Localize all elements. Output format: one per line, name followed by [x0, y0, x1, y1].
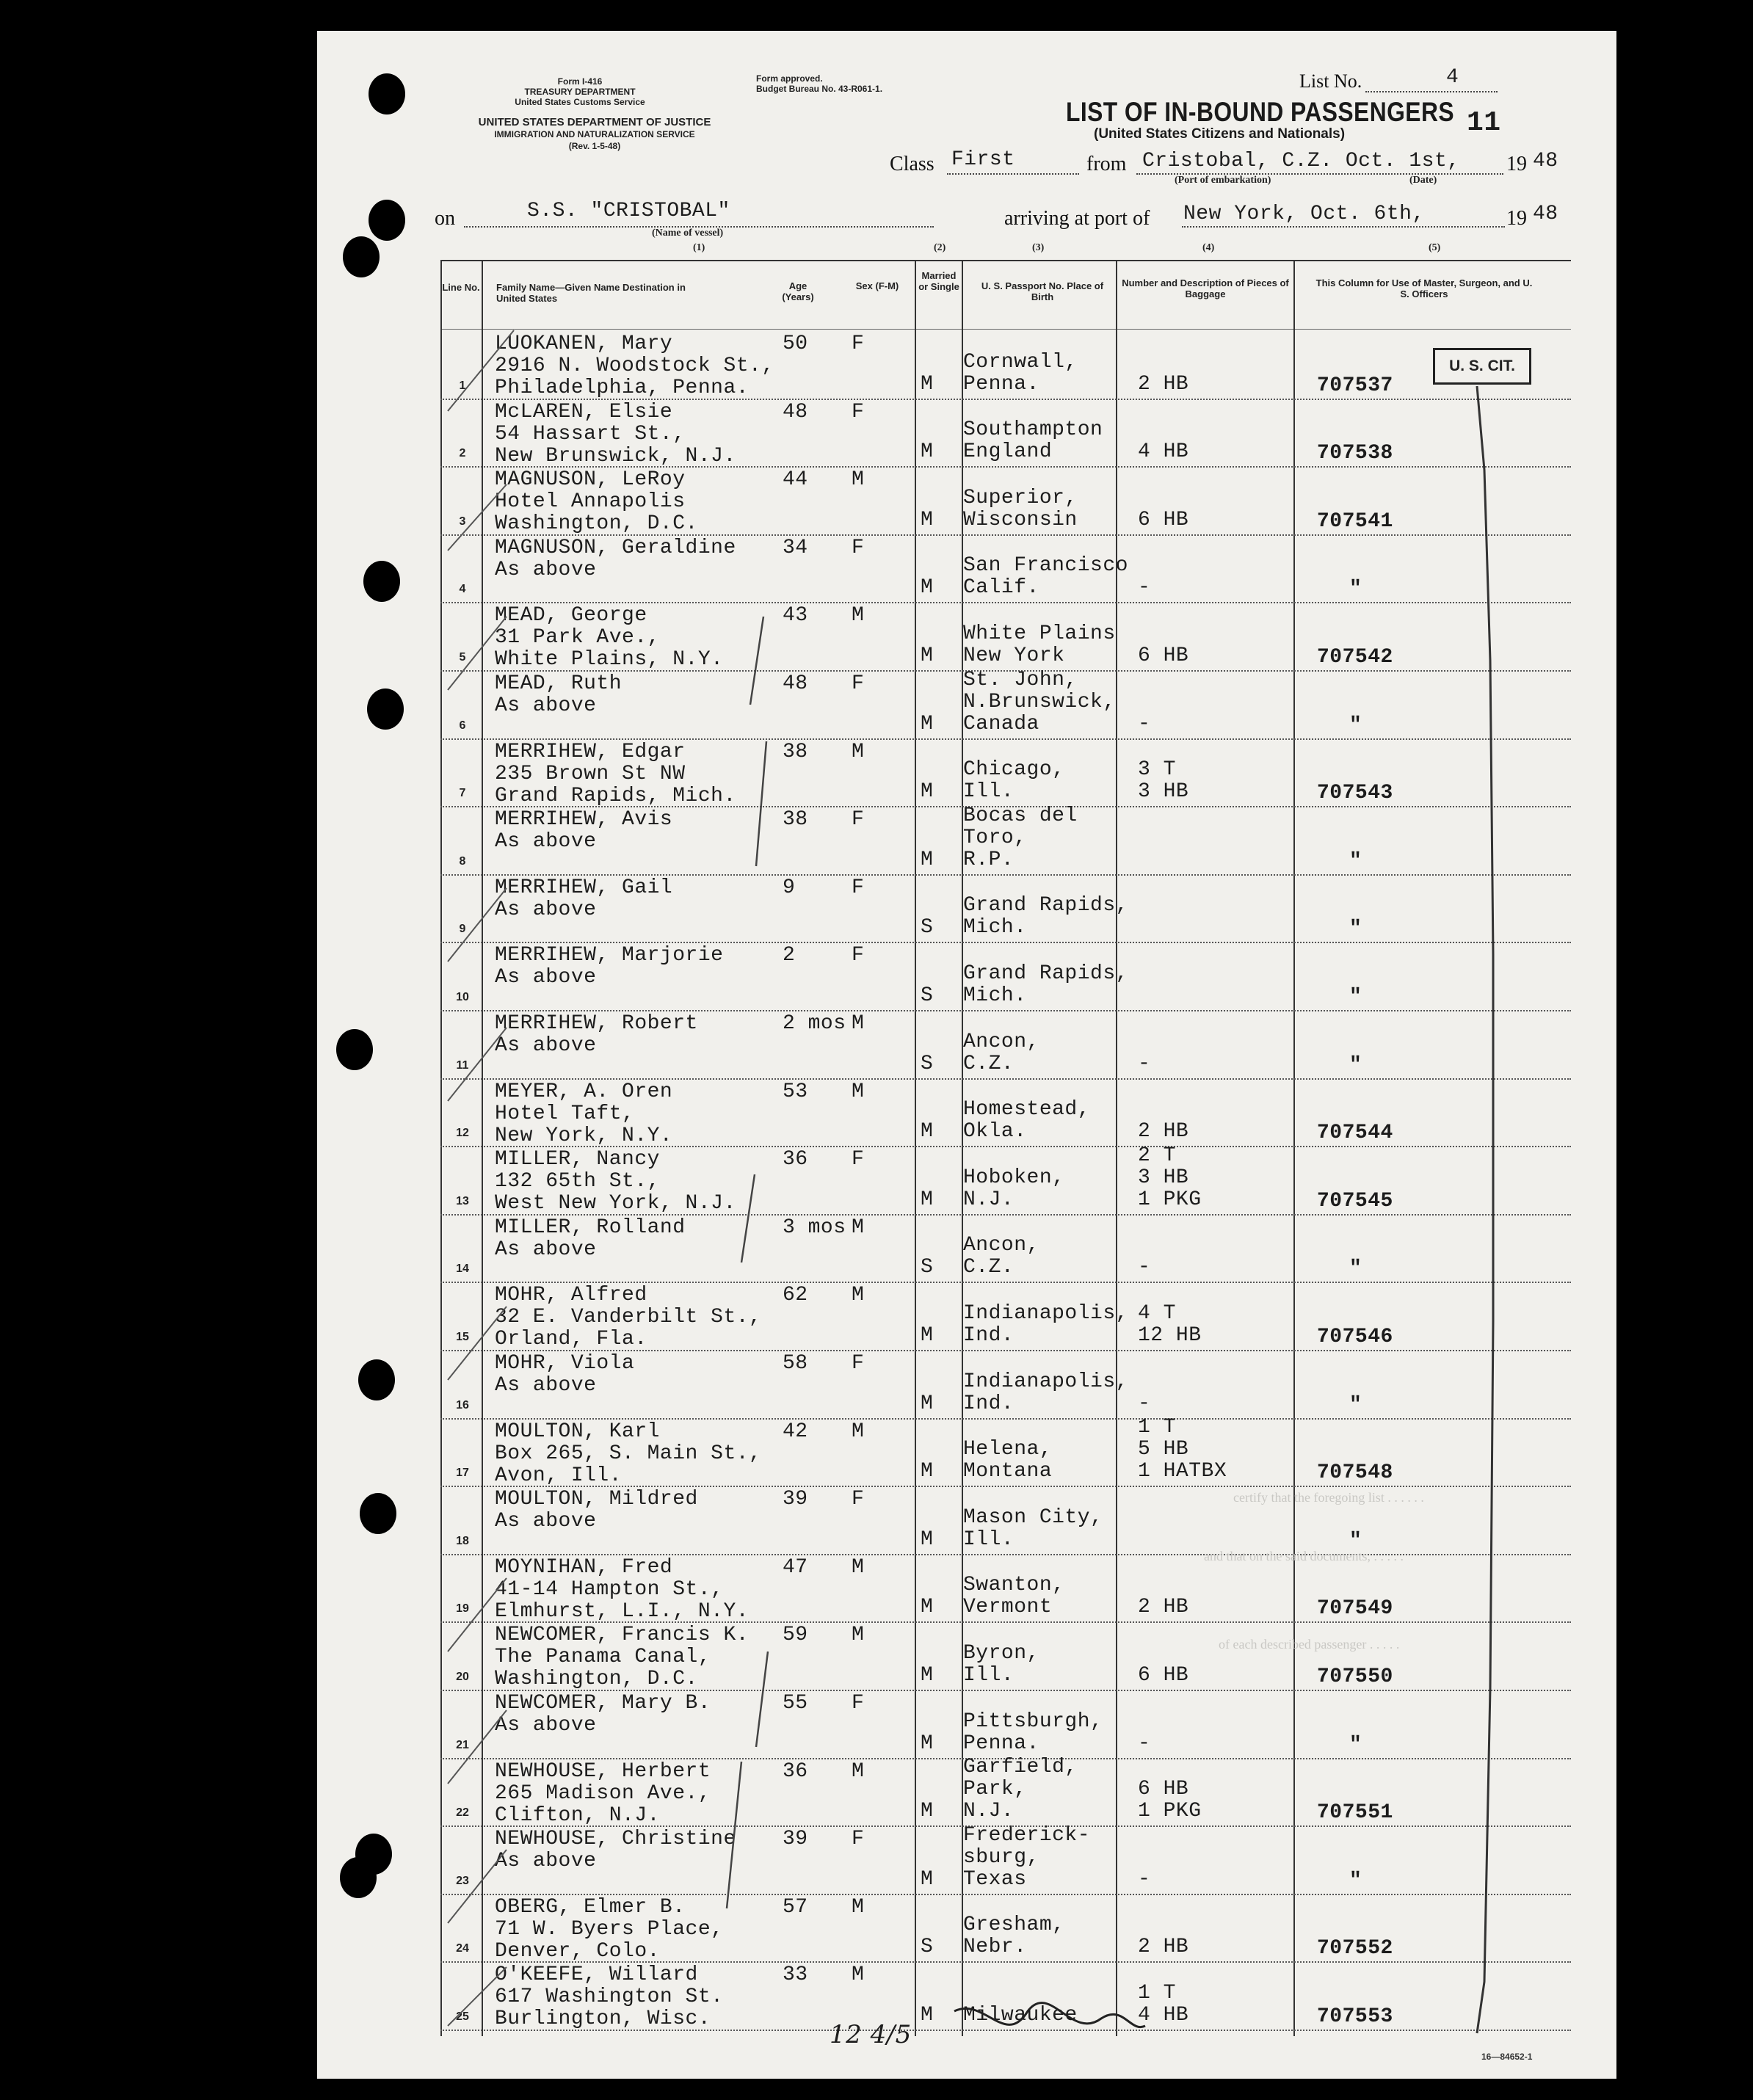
row-line-number: 15 — [456, 1331, 469, 1343]
passenger-sex: F — [852, 1148, 865, 1171]
place-of-birth: Swanton, Vermont — [963, 1574, 1065, 1619]
officer-number: " — [1349, 1529, 1362, 1552]
ditto-strokes — [727, 617, 768, 1908]
col-header-sex: Sex (F-M) — [855, 280, 899, 291]
place-of-birth: Gresham, Nebr. — [963, 1914, 1065, 1959]
passenger-age: 47 — [783, 1555, 808, 1579]
passenger-age: 62 — [783, 1284, 808, 1307]
officer-number: 707548 — [1317, 1461, 1393, 1485]
passenger-name-destination: MAGNUSON, Geraldine As above — [495, 536, 736, 581]
passenger-age: 48 — [783, 672, 808, 695]
officer-number: 707543 — [1317, 782, 1393, 805]
us-citizen-stamp: U. S. CIT. — [1433, 348, 1531, 385]
passenger-age: 58 — [783, 1352, 808, 1375]
column-number: (3) — [1032, 242, 1045, 253]
page-number: 11 — [1467, 107, 1501, 139]
officer-number: 707546 — [1317, 1326, 1393, 1348]
officer-number: 707552 — [1317, 1937, 1393, 1961]
embark-port-date: Cristobal, C.Z. Oct. 1st, — [1142, 150, 1460, 172]
passenger-sex: F — [852, 400, 865, 424]
row-line-number: 17 — [456, 1467, 469, 1480]
place-of-birth: San Francisco Calif. — [963, 554, 1128, 600]
passenger-age: 2 — [783, 944, 796, 967]
baggage-description: 3 T 3 HB — [1138, 758, 1189, 804]
row-line-number: 12 — [456, 1127, 469, 1140]
inspector-signature — [954, 2003, 1145, 2027]
officer-number: 707553 — [1317, 2005, 1393, 2028]
marital-status: M — [921, 1188, 934, 1211]
arrive-year: 48 — [1533, 203, 1558, 225]
passenger-name-destination: MERRIHEW, Avis As above — [495, 808, 673, 854]
passenger-sex: F — [852, 1692, 865, 1715]
passenger-name-destination: MOULTON, Mildred As above — [495, 1488, 698, 1533]
officer-number: 707541 — [1317, 509, 1393, 533]
baggage-description: 6 HB — [1138, 1664, 1189, 1687]
signature-note: 12 4/5 — [830, 2020, 912, 2049]
row-line-number: 19 — [456, 1602, 469, 1616]
class-label: Class — [890, 153, 934, 175]
officer-number: 707538 — [1317, 442, 1393, 465]
marital-status: M — [921, 1392, 934, 1415]
row-line-number: 16 — [456, 1398, 469, 1411]
treasury-label: TREASURY DEPARTMENT — [524, 87, 636, 97]
passenger-name-destination: O'KEEFE, Willard 617 Washington St. Burlington, Wisc. — [495, 1963, 724, 2031]
passenger-name-destination: MOYNIHAN, Fred 41-14 Hampton St., Elmhurst, L.I., N.Y. — [495, 1555, 750, 1623]
passenger-age: 38 — [783, 740, 808, 763]
row-line-number: 21 — [456, 1738, 469, 1751]
passenger-sex: F — [852, 333, 865, 355]
baggage-description: 6 HB — [1138, 508, 1189, 531]
passenger-age: 33 — [783, 1963, 808, 1987]
passenger-sex: M — [852, 1759, 865, 1783]
manifest-title: LIST OF IN-BOUND PASSENGERS — [1066, 97, 1455, 127]
column-number: (5) — [1429, 242, 1441, 253]
officer-number: 707544 — [1317, 1122, 1393, 1145]
place-of-birth: Ancon, C.Z. — [963, 1030, 1039, 1075]
officer-number: " — [1349, 918, 1362, 941]
passenger-sex: F — [852, 1352, 865, 1375]
baggage-description: 2 T 3 HB 1 PKG — [1138, 1144, 1202, 1211]
officer-number: 707542 — [1317, 646, 1393, 669]
check-strokes — [448, 330, 514, 2026]
passenger-name-destination: MOHR, Alfred 32 E. Vanderbilt St., Orland, Fla. — [495, 1284, 762, 1351]
date-caption: (Date) — [1409, 175, 1437, 186]
place-of-birth: Ancon, C.Z. — [963, 1234, 1039, 1279]
passenger-name-destination: LUOKANEN, Mary 2916 N. Woodstock St., Philadelphia, Penna. — [495, 333, 774, 399]
row-line-number: 23 — [456, 1874, 469, 1887]
passenger-age: 44 — [783, 468, 808, 492]
passenger-age: 42 — [783, 1420, 808, 1443]
marital-status: M — [921, 848, 934, 871]
passenger-age: 50 — [783, 333, 808, 355]
passenger-name-destination: MOULTON, Karl Box 265, S. Main St., Avon, Ill. — [495, 1420, 762, 1487]
row-line-number: 7 — [459, 787, 466, 800]
form-print-number: 16—84652-1 — [1481, 2052, 1533, 2062]
from-year-prefix: 19 — [1506, 153, 1527, 175]
col-header-age: Age (Years) — [782, 280, 814, 302]
officer-number: 707549 — [1317, 1597, 1393, 1621]
officer-number: " — [1349, 1733, 1362, 1756]
row-line-number: 11 — [456, 1058, 469, 1072]
passenger-name-destination: MEAD, George 31 Park Ave., White Plains, N.Y. — [495, 604, 724, 672]
officer-number: " — [1349, 1869, 1362, 1892]
row-line-number: 18 — [456, 1534, 469, 1547]
passenger-name-destination: MERRIHEW, Edgar 235 Brown St NW Grand Rapids, Mich. — [495, 740, 736, 807]
marital-status: M — [921, 1800, 934, 1823]
passenger-sex: M — [852, 468, 865, 492]
baggage-description: 1 T 4 HB — [1138, 1982, 1189, 2027]
place-of-birth: Milwaukee — [963, 2004, 1078, 2027]
marital-status: M — [921, 644, 934, 667]
approved-label: Form approved. — [756, 73, 823, 84]
baggage-description: 6 HB 1 PKG — [1138, 1778, 1202, 1823]
passenger-age: 53 — [783, 1080, 808, 1103]
passenger-sex: M — [852, 1624, 865, 1647]
arrival-port-date: New York, Oct. 6th, — [1183, 203, 1425, 225]
passenger-sex: M — [852, 1216, 865, 1239]
passenger-name-destination: MAGNUSON, LeRoy Hotel Annapolis Washington, D.C. — [495, 468, 698, 536]
place-of-birth: Cornwall, Penna. — [963, 350, 1078, 396]
passenger-name-destination: NEWHOUSE, Herbert 265 Madison Ave., Clifton, N.J. — [495, 1759, 711, 1827]
passenger-sex: M — [852, 1284, 865, 1307]
form-number: Form I-416 — [557, 76, 603, 87]
marital-status: S — [921, 1052, 934, 1075]
passenger-name-destination: MERRIHEW, Marjorie As above — [495, 944, 724, 989]
marital-status: S — [921, 916, 934, 940]
row-line-number: 10 — [456, 991, 469, 1003]
officer-number: 707545 — [1317, 1189, 1393, 1213]
place-of-birth: Hoboken, N.J. — [963, 1166, 1065, 1211]
passenger-sex: F — [852, 672, 865, 695]
place-of-birth: Helena, Montana — [963, 1438, 1053, 1483]
marital-status: S — [921, 984, 934, 1007]
officer-number: 707551 — [1317, 1801, 1393, 1825]
baggage-description: 2 HB — [1138, 1120, 1189, 1144]
marital-status: M — [921, 1527, 934, 1551]
row-line-number: 3 — [459, 515, 466, 528]
row-line-number: 1 — [459, 379, 466, 392]
place-of-birth: Frederick- sburg, Texas — [963, 1823, 1091, 1891]
passenger-age: 55 — [783, 1692, 808, 1715]
row-line-number: 5 — [459, 651, 466, 664]
passenger-name-destination: MEYER, A. Oren Hotel Taft, New York, N.Y. — [495, 1080, 673, 1147]
passenger-name-destination: MERRIHEW, Robert As above — [495, 1012, 698, 1057]
passenger-age: 3 mos — [783, 1216, 846, 1239]
officer-number: " — [1349, 849, 1362, 873]
on-label: on — [435, 207, 455, 230]
bracket-line — [1477, 386, 1493, 2033]
column-number: (2) — [934, 242, 946, 253]
passenger-sex: M — [852, 1555, 865, 1579]
passenger-sex: M — [852, 1963, 865, 1987]
customs-label: United States Customs Service — [515, 97, 645, 107]
passenger-sex: M — [852, 1420, 865, 1443]
row-line-number: 4 — [459, 583, 466, 596]
marital-status: M — [921, 2004, 934, 2027]
officer-number: 707550 — [1317, 1665, 1393, 1688]
place-of-birth: Mason City, Ill. — [963, 1505, 1103, 1551]
marital-status: M — [921, 508, 934, 531]
passenger-age: 38 — [783, 808, 808, 832]
place-of-birth: St. John, N.Brunswick, Canada — [963, 668, 1116, 735]
officer-number: " — [1349, 578, 1362, 601]
passenger-age: 59 — [783, 1624, 808, 1647]
col-header-line: Line No. — [442, 282, 480, 293]
col-header-passport: U. S. Passport No. Place of Birth — [981, 280, 1104, 302]
baggage-description: 2 HB — [1138, 372, 1189, 396]
baggage-description: - — [1138, 1256, 1151, 1279]
baggage-description: 1 T 5 HB 1 HATBX — [1138, 1416, 1227, 1483]
col-header-name: Family Name—Given Name Destination in United States — [496, 282, 686, 304]
row-line-number: 2 — [459, 447, 466, 460]
passenger-age: 57 — [783, 1895, 808, 1919]
place-of-birth: Garfield, Park, N.J. — [963, 1756, 1078, 1823]
baggage-description: - — [1138, 1392, 1151, 1415]
officer-number: 707537 — [1317, 374, 1393, 397]
row-line-number: 24 — [456, 1942, 469, 1955]
rev-label: (Rev. 1-5-48) — [568, 141, 621, 151]
passenger-name-destination: OBERG, Elmer B. 71 W. Byers Place, Denver, Colo. — [495, 1895, 724, 1963]
passenger-sex: M — [852, 1080, 865, 1103]
passenger-sex: F — [852, 536, 865, 559]
col-header-baggage: Number and Description of Pieces of Baggage — [1122, 277, 1289, 299]
place-of-birth: Grand Rapids, Mich. — [963, 962, 1128, 1007]
passenger-sex: F — [852, 944, 865, 967]
place-of-birth: Southampton England — [963, 418, 1103, 464]
officer-number: " — [1349, 1393, 1362, 1417]
marital-status: M — [921, 372, 934, 396]
passenger-name-destination: NEWCOMER, Mary B. As above — [495, 1692, 711, 1737]
marital-status: M — [921, 1120, 934, 1144]
passenger-name-destination: MILLER, Nancy 132 65th St., West New York, N.J. — [495, 1148, 736, 1216]
passenger-sex: F — [852, 1828, 865, 1851]
marital-status: S — [921, 1256, 934, 1279]
manifest-subtitle: (United States Citizens and Nationals) — [1094, 126, 1346, 142]
passenger-name-destination: McLAREN, Elsie 54 Hassart St., New Brunswick, N.J. — [495, 400, 736, 468]
baggage-description: 6 HB — [1138, 644, 1189, 667]
list-no-label: List No. — [1299, 70, 1362, 92]
baggage-description: 4 HB — [1138, 440, 1189, 464]
place-of-birth: Indianapolis, Ind. — [963, 1302, 1128, 1347]
place-of-birth: Superior, Wisconsin — [963, 486, 1078, 531]
port-embark-caption: (Port of embarkation) — [1175, 175, 1271, 186]
place-of-birth: Grand Rapids, Mich. — [963, 894, 1128, 940]
passenger-sex: F — [852, 808, 865, 832]
passenger-name-destination: MERRIHEW, Gail As above — [495, 876, 673, 921]
passenger-age: 9 — [783, 876, 796, 899]
row-line-number: 8 — [459, 854, 466, 868]
baggage-description: - — [1138, 576, 1151, 600]
list-no: 4 — [1446, 66, 1459, 89]
row-line-number: 20 — [456, 1671, 469, 1683]
passenger-name-destination: NEWCOMER, Francis K. The Panama Canal, Washington, D.C. — [495, 1624, 750, 1691]
from-label: from — [1086, 153, 1127, 175]
marital-status: M — [921, 1732, 934, 1755]
passenger-name-destination: NEWHOUSE, Christine As above — [495, 1828, 736, 1873]
passenger-age: 36 — [783, 1148, 808, 1171]
row-line-number: 22 — [456, 1806, 469, 1820]
row-line-number: 6 — [459, 719, 466, 732]
place-of-birth: Pittsburgh, Penna. — [963, 1710, 1103, 1755]
arriving-label: arriving at port of — [1004, 207, 1150, 230]
row-line-number: 9 — [459, 923, 466, 936]
marital-status: M — [921, 780, 934, 804]
marital-status: M — [921, 1324, 934, 1347]
passenger-age: 2 mos — [783, 1012, 846, 1035]
passenger-sex: M — [852, 1012, 865, 1035]
passenger-age: 48 — [783, 400, 808, 424]
baggage-description: 4 T 12 HB — [1138, 1302, 1202, 1347]
officer-number: " — [1349, 713, 1362, 737]
marital-status: M — [921, 440, 934, 464]
baggage-description: 2 HB — [1138, 1936, 1189, 1959]
marital-status: S — [921, 1936, 934, 1959]
baggage-description: - — [1138, 1052, 1151, 1075]
passenger-sex: M — [852, 740, 865, 763]
passenger-name-destination: MOHR, Viola As above — [495, 1352, 635, 1397]
class-value: First — [951, 148, 1015, 171]
baggage-description: - — [1138, 712, 1151, 735]
passenger-age: 36 — [783, 1759, 808, 1783]
vessel-caption: (Name of vessel) — [652, 228, 724, 239]
officer-number: " — [1349, 986, 1362, 1009]
place-of-birth: Byron, Ill. — [963, 1642, 1039, 1687]
column-number: (4) — [1202, 242, 1215, 253]
marital-status: M — [921, 1664, 934, 1687]
row-line-number: 13 — [456, 1194, 469, 1207]
passenger-name-destination: MEAD, Ruth As above — [495, 672, 623, 717]
marital-status: M — [921, 576, 934, 600]
baggage-description: 2 HB — [1138, 1596, 1189, 1619]
row-line-number: 25 — [456, 2010, 469, 2023]
passenger-sex: M — [852, 604, 865, 628]
vessel-name: S.S. "CRISTOBAL" — [527, 200, 730, 222]
passenger-age: 34 — [783, 536, 808, 559]
place-of-birth: Indianapolis, Ind. — [963, 1370, 1128, 1415]
col-header-married: Married or Single — [918, 270, 959, 292]
officer-number: " — [1349, 1053, 1362, 1077]
budget-label: Budget Bureau No. 43-R061-1. — [756, 84, 883, 94]
ins-label: IMMIGRATION AND NATURALIZATION SERVICE — [494, 129, 695, 139]
passenger-age: 39 — [783, 1828, 808, 1851]
from-year: 48 — [1533, 150, 1558, 172]
marital-status: M — [921, 1460, 934, 1483]
passenger-age: 39 — [783, 1488, 808, 1511]
place-of-birth: Homestead, Okla. — [963, 1098, 1091, 1144]
marital-status: M — [921, 1596, 934, 1619]
passenger-name-destination: MILLER, Rolland As above — [495, 1216, 686, 1261]
arrive-year-prefix: 19 — [1506, 207, 1527, 230]
marital-status: M — [921, 712, 934, 735]
row-line-number: 14 — [456, 1262, 469, 1276]
justice-label: UNITED STATES DEPARTMENT OF JUSTICE — [478, 116, 711, 128]
baggage-description: - — [1138, 1732, 1151, 1755]
passenger-age: 43 — [783, 604, 808, 628]
passenger-sex: M — [852, 1895, 865, 1919]
passenger-sex: F — [852, 1488, 865, 1511]
officer-number: " — [1349, 1257, 1362, 1281]
place-of-birth: White Plains New York — [963, 622, 1116, 667]
passenger-sex: F — [852, 876, 865, 899]
marital-status: M — [921, 1867, 934, 1891]
column-number: (1) — [693, 242, 705, 253]
col-header-officers: This Column for Use of Master, Surgeon, and U. S. Officers — [1315, 277, 1533, 299]
place-of-birth: Chicago, Ill. — [963, 758, 1065, 804]
baggage-description: - — [1138, 1867, 1151, 1891]
place-of-birth: Bocas del Toro, R.P. — [963, 804, 1078, 871]
